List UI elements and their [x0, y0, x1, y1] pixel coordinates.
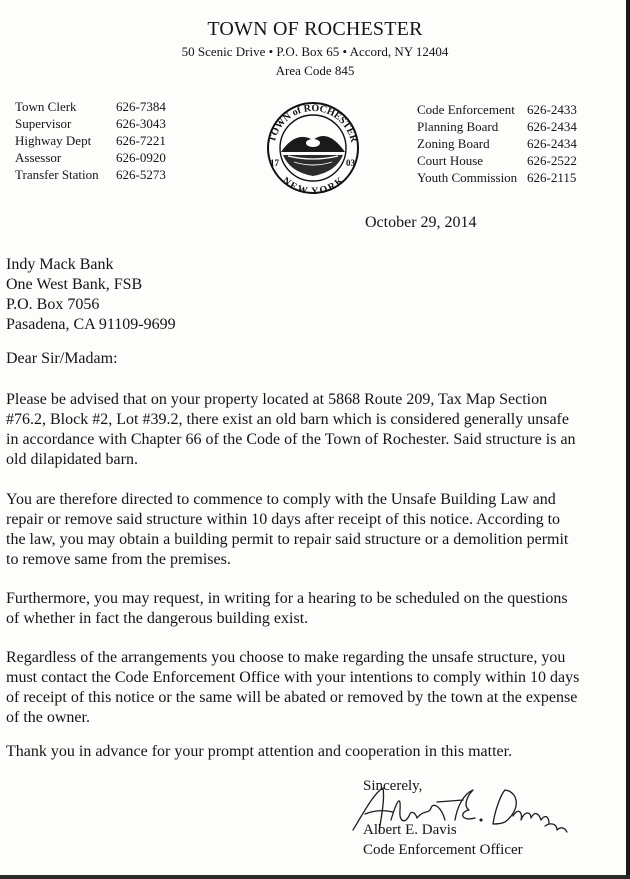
letterhead-title: TOWN OF ROCHESTER	[207, 18, 423, 40]
body-paragraph-2	[6, 490, 598, 570]
contact-row	[15, 115, 166, 132]
body-paragraph-4	[6, 648, 598, 728]
contact-phone: 626-3043	[116, 116, 166, 131]
signer-name: Albert E. Davis	[363, 822, 457, 838]
recipient-line: P.O. Box 7056	[6, 296, 100, 313]
svg-text:TOWN of ROCHESTER	[267, 103, 360, 144]
recipient-line: One West Bank, FSB	[6, 276, 143, 293]
contact-label: Transfer Station	[15, 167, 99, 182]
contact-row	[417, 169, 577, 186]
contact-row	[417, 152, 577, 169]
contact-row	[15, 166, 166, 183]
paragraph-line: must contact the Code Enforcement Office with your intentions to comply within 10 days	[6, 669, 580, 686]
contact-label: Assessor	[15, 150, 62, 165]
body-paragraph-5	[6, 742, 598, 762]
contact-label: Planning Board	[417, 119, 499, 134]
paragraph-line: Regardless of the arrangements you choose to make regarding the unsafe structure, you	[6, 649, 566, 666]
contact-phone: 626-2434	[527, 119, 577, 134]
seal-mountain-scene	[281, 136, 345, 176]
paragraph-line: Furthermore, you may request, in writing for a hearing to be scheduled on the questions	[6, 590, 568, 607]
closing-sincerely: Sincerely,	[363, 778, 423, 794]
contacts-left	[15, 98, 166, 183]
contact-label: Highway Dept	[15, 133, 92, 148]
paragraph-line: You are therefore directed to commence to comply with the Unsafe Building Law and	[6, 491, 556, 508]
paragraph-line: Thank you in advance for your prompt attention and cooperation in this matter.	[6, 743, 513, 760]
contact-phone: 626-7221	[116, 133, 166, 148]
contact-label: Code Enforcement	[417, 102, 515, 117]
paragraph-line: Please be advised that on your property located at 5868 Route 209, Tax Map Section	[6, 391, 548, 408]
salutation: Dear Sir/Madam:	[6, 350, 118, 367]
contact-phone: 626-7384	[116, 99, 166, 114]
body-paragraph-3	[6, 589, 598, 629]
paragraph-line: in accordance with Chapter 66 of the Code of the Town of Rochester. Said structure is an	[6, 431, 576, 448]
recipient-line: Pasadena, CA 91109-9699	[6, 316, 176, 333]
seal-bottom-text: NEW YORK	[280, 175, 346, 196]
seal-right-digits: 03	[346, 158, 355, 168]
signer-title: Code Enforcement Officer	[363, 842, 523, 858]
paragraph-line: to remove same from the premises.	[6, 551, 231, 568]
contact-row	[417, 118, 577, 135]
body-paragraph-1	[6, 390, 598, 470]
letterhead-address: 50 Scenic Drive • P.O. Box 65 • Accord, NY 12404	[181, 44, 449, 59]
contact-label: Supervisor	[15, 116, 72, 131]
contact-phone: 626-2433	[527, 102, 577, 117]
contacts-right	[417, 101, 577, 186]
contact-row	[417, 135, 577, 152]
scan-bottom-shadow	[0, 875, 630, 879]
contact-row	[417, 101, 577, 118]
seal-left-digits: 17	[270, 158, 279, 168]
recipient-address	[6, 255, 176, 335]
contact-phone: 626-5273	[116, 167, 166, 182]
recipient-line: Indy Mack Bank	[6, 256, 114, 273]
paragraph-line: old dilapidated barn.	[6, 451, 138, 468]
paragraph-line: #76.2, Block #2, Lot #39.2, there exist an old barn which is considered generally unsafe	[6, 411, 569, 428]
contact-row	[15, 98, 166, 115]
letter-date: October 29, 2014	[365, 214, 477, 231]
contact-phone: 626-2115	[527, 170, 577, 185]
letterhead-area-code: Area Code 845	[275, 63, 355, 78]
contact-row	[15, 132, 166, 149]
paragraph-line: of receipt of this notice or the same will be abated or removed by the town at the expense	[6, 689, 578, 706]
contact-label: Town Clerk	[15, 99, 77, 114]
paragraph-line: the law, you may obtain a building permit to repair said structure or a demolition permit	[6, 531, 569, 548]
contact-label: Youth Commission	[417, 170, 518, 185]
contact-label: Court House	[417, 153, 484, 168]
seal-top-text: TOWN of ROCHESTER	[266, 102, 360, 144]
town-seal-icon	[256, 100, 370, 196]
contact-phone: 626-2434	[527, 136, 577, 151]
contact-label: Zoning Board	[417, 136, 490, 151]
paragraph-line: repair or remove said structure within 10 days after receipt of this notice. According to	[6, 511, 561, 528]
paragraph-line: of whether in fact the dangerous building exist.	[6, 610, 309, 627]
paragraph-line: of the owner.	[6, 709, 90, 726]
contact-phone: 626-2522	[527, 153, 577, 168]
contact-row	[15, 149, 166, 166]
scan-edge-shadow	[626, 0, 630, 879]
contact-phone: 626-0920	[116, 150, 166, 165]
